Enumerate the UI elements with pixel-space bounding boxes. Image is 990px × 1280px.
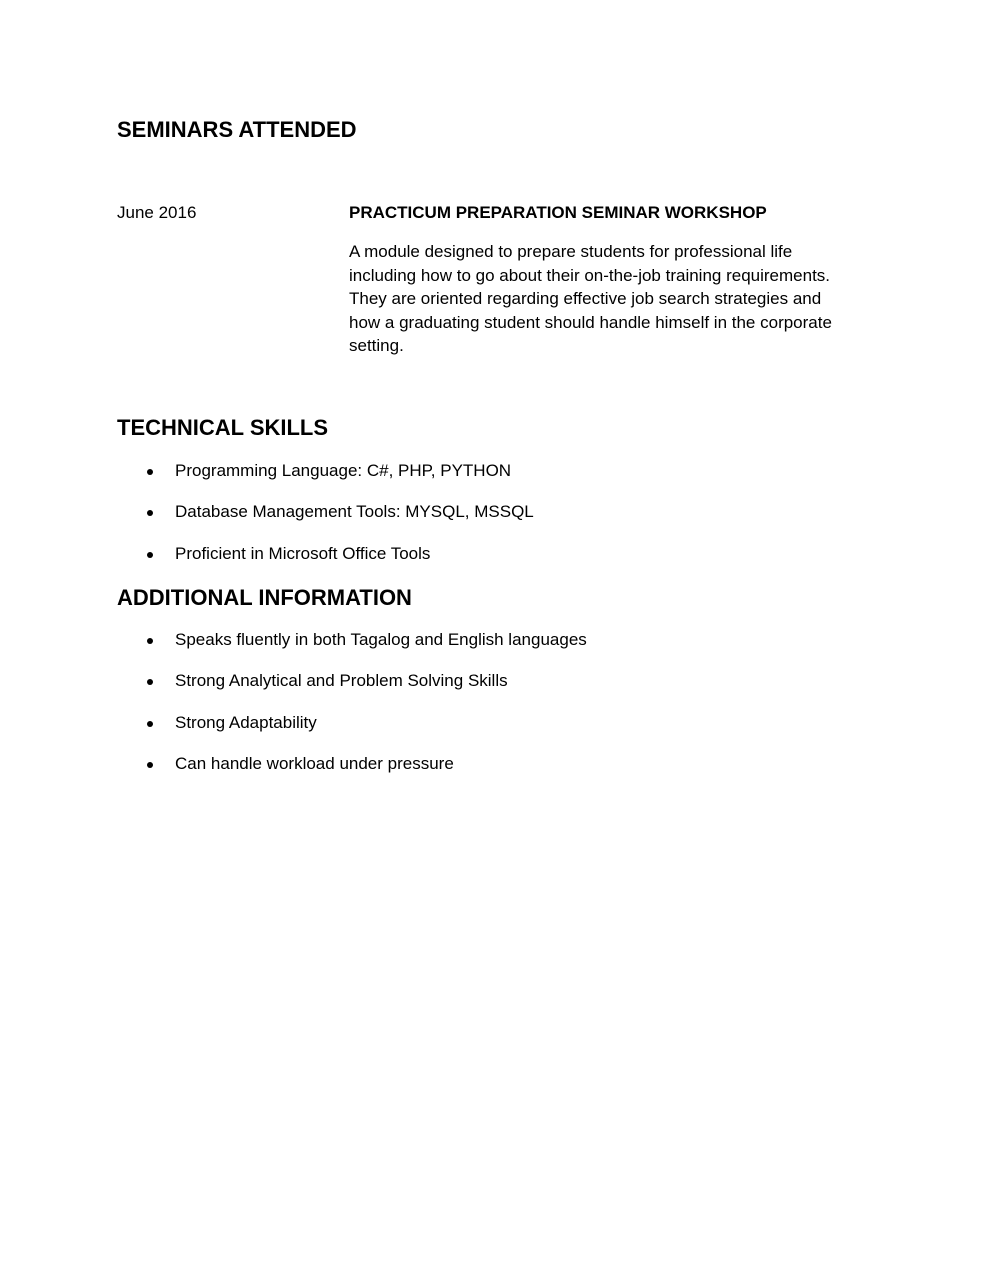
- technical-skills-heading: TECHNICAL SKILLS: [117, 415, 329, 440]
- seminar-description-line: setting.: [349, 336, 404, 356]
- list-item-text: Strong Adaptability: [175, 712, 317, 732]
- seminars-heading: SEMINARS ATTENDED: [117, 117, 357, 142]
- list-item-text: Programming Language: C#, PHP, PYTHON: [175, 461, 512, 480]
- list-item-text: Proficient in Microsoft Office Tools: [175, 543, 431, 563]
- seminar-description-line: including how to go about their on-the-job training requirements.: [349, 265, 831, 285]
- list-item-text: Strong Analytical and Problem Solving Skills: [175, 671, 508, 691]
- list-item-text: Database Management Tools: MYSQL, MSSQL: [175, 502, 534, 522]
- bullet-icon: [147, 469, 153, 475]
- bullet-icon: [147, 638, 153, 644]
- seminar-description-line: They are oriented regarding effective job search strategies and: [349, 289, 822, 309]
- bullet-icon: [147, 552, 153, 558]
- list-item-text: Speaks fluently in both Tagalog and English languages: [175, 630, 587, 649]
- bullet-icon: [147, 679, 153, 685]
- additional-information-heading: ADDITIONAL INFORMATION: [117, 585, 412, 610]
- bullet-icon: [147, 762, 153, 768]
- seminar-description: [349, 240, 869, 358]
- seminar-title: PRACTICUM PREPARATION SEMINAR WORKSHOP: [349, 203, 767, 222]
- list-item-text: Can handle workload under pressure: [175, 753, 454, 773]
- bullet-icon: [147, 510, 153, 516]
- seminar-description-line: how a graduating student should handle himself in the corporate: [349, 312, 832, 332]
- seminar-description-line: A module designed to prepare students for professional life: [349, 242, 793, 261]
- seminar-date: June 2016: [117, 203, 197, 222]
- bullet-icon: [147, 721, 153, 727]
